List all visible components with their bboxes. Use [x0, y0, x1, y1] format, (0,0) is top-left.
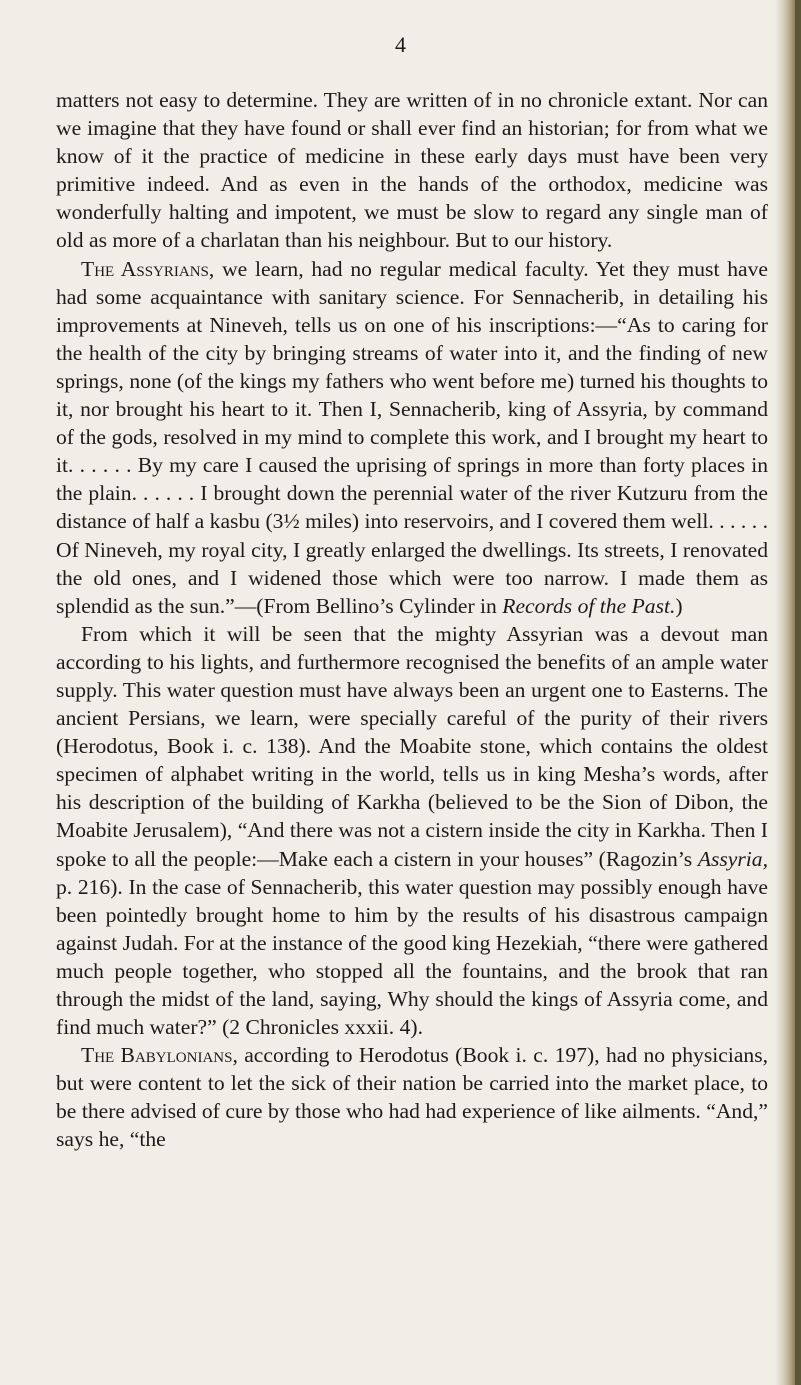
paragraph-3 — [56, 620, 768, 1041]
page-edge-strip — [795, 0, 801, 1385]
paragraph-1-text: matters not easy to determine. They are written of in no chronicle extant. Nor can we imagine that they have found or shall ever find an historian; for from what we know of it the practice of medicine in these early days must have been very primitive indeed. And as even in the hands of the orthodox, medicine was wonderfully halting and impotent, we must be slow to regard any single man of old as more of a charlatan than his neighbour. But to our history. — [56, 88, 768, 253]
paragraph-3-italic: Assyria, — [697, 846, 768, 871]
paragraph-3-text-b: p. 216). In the case of Sennacherib, this water question may possibly enough have been pointedly brought home to him by the results of his disastrous campaign against Judah. For at the instance of the good king Hezekiah, “there were gathered much people together, who stopped all the fountains, and the brook that ran through the midst of the land, saying, Why should the kings of Assyria come, and find much water?” (2 Chronicles xxxii. 4). — [56, 874, 768, 1040]
paragraph-3-text-a: From which it will be seen that the mighty Assyrian was a devout man according to his lights, and furthermore recognised the benefits of an ample water supply. This water question must have always been an urgent one to Easterns. The ancient Persians, we learn, were specially careful of the purity of their rivers (Herodotus, Book i. c. 138). And the Moabite stone, which contains the oldest specimen of alphabet writing in the world, tells us in king Mesha’s words, after his description of the building of Karkha (believed to be the Sion of Dibon, the Moabite Jerusalem), “And there was not a cistern inside the city in Karkha. Then I spoke to all the people:—Make each a cistern in your houses” (Ragozin’s — [56, 621, 768, 871]
section-lead-babylonians: The Babylonians, — [81, 1043, 238, 1068]
page-number: 4 — [395, 32, 406, 57]
section-lead-assyrians: The Assyrians, — [81, 256, 215, 281]
paragraph-2 — [56, 255, 768, 620]
paragraph-2-text-a: we learn, had no regular medical faculty. Yet they must have had some acquaintance with sanitary science. For Sennacherib, in detailing his improvements at Nineveh, tells us on one of his inscriptions:—“As to caring for the health of the city by bringing streams of water into it, and the finding of new springs, none (of the kings my fathers who went before me) turned his thoughts to it, nor brought his heart to it. Then I, Sennacherib, king of Assyria, by command of the gods, resolved in my mind to complete this work, and I brought my heart to it. . . . . . By my care I caused the uprising of springs in more than forty places in the plain. . . . . . I brought down the perennial water of the river Kutzuru from the distance of half a kasbu (3½ miles) into reservoirs, and I covered them well. . . . . . Of Nineveh, my royal city, I greatly enlarged the dwellings. Its streets, I renovated the old ones, and I widened those which were too narrow. I made them as splendid as the sun.”—(From Bellino’s Cylinder in — [56, 256, 768, 618]
paragraph-2-text-b: ) — [675, 593, 683, 618]
paragraph-4 — [56, 1041, 768, 1153]
paragraph-4-text-a: according to Herodotus (Book i. c. 197), had no physicians, but were content to let the sick of their nation be carried into the market place, to be there advised of cure by those who had had experience of like ailments. “And,” says he, “the — [56, 1043, 768, 1152]
paragraph-2-italic: Records of the Past. — [502, 593, 676, 618]
body-text — [56, 86, 768, 1154]
paragraph-1 — [56, 86, 768, 255]
